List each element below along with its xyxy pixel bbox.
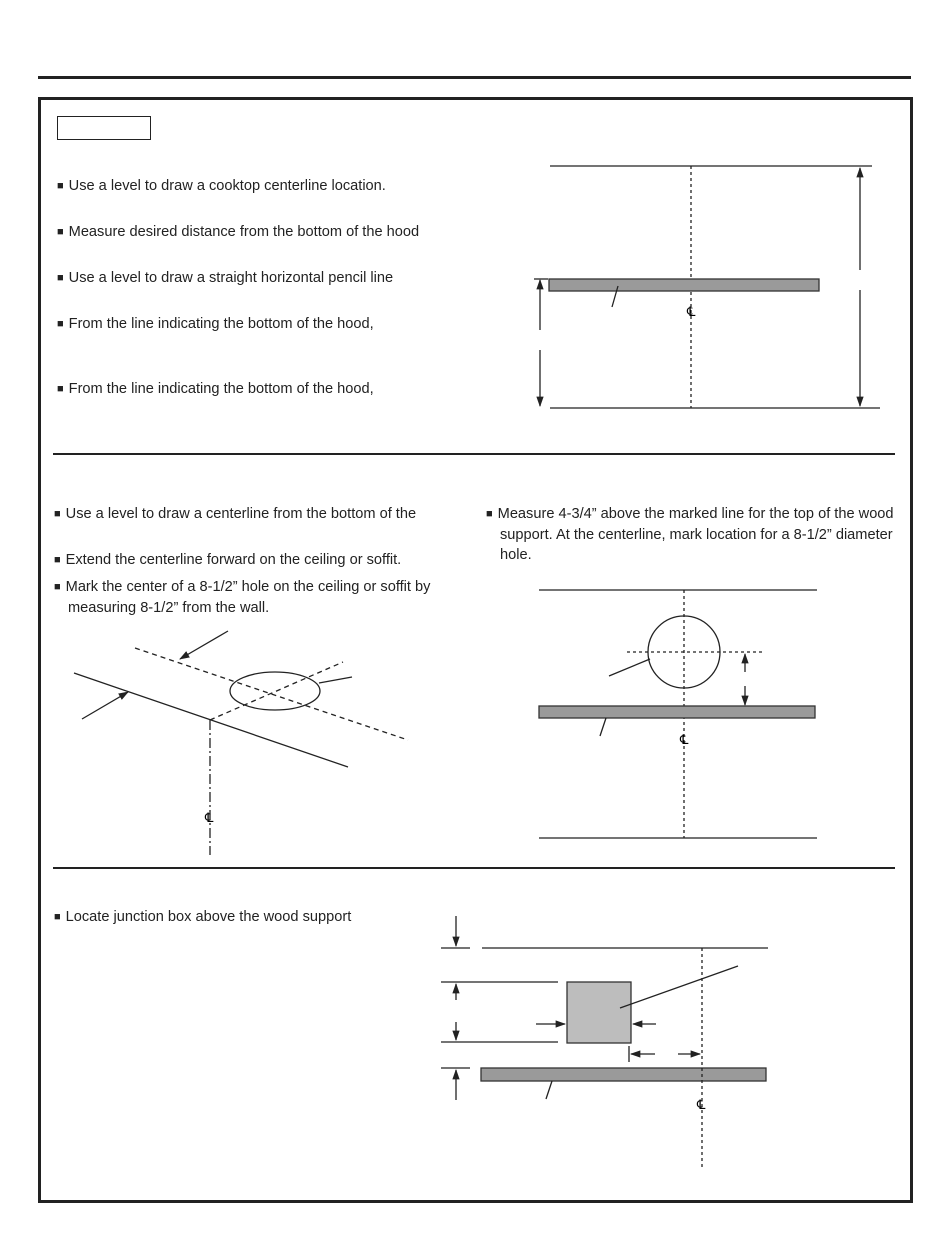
centerline-symbol: ℄ (680, 733, 689, 748)
step-bullet: ■ From the line indicating the bottom of the hood, (57, 316, 374, 332)
bullet-icon: ■ (57, 226, 64, 238)
ceiling-hole-perspective-diagram (74, 631, 408, 855)
step-bullet: ■ Locate junction box above the wood support (54, 909, 352, 925)
step-bullet: ■ Use a level to draw a straight horizontal pencil line (57, 270, 394, 286)
centerline-symbol: ℄ (687, 305, 696, 320)
junction-box-diagram (441, 916, 768, 1170)
hole-location-diagram (539, 590, 817, 838)
bullet-icon: ■ (54, 911, 61, 923)
bullet-icon: ■ (54, 508, 61, 520)
step-bullet: ■ Mark the center of a 8-1/2” hole on the ceiling or soffit by measuring 8-1/2” from the wall. (54, 579, 431, 616)
step-bullet: ■ Measure desired distance from the bottom of the hood (57, 224, 420, 240)
centerline-symbol: ℄ (205, 811, 214, 826)
bullet-icon: ■ (57, 383, 64, 395)
hood-height-diagram (534, 166, 880, 408)
step-bullet: ■ Extend the centerline forward on the ceiling or soffit. (54, 552, 402, 568)
step-bullet: ■ Measure 4-3/4” above the marked line for the top of the wood support. At the centerline, mark location for a 8-1/2” diameter hole. (486, 506, 894, 563)
centerline-symbol: ℄ (697, 1098, 706, 1113)
bullet-icon: ■ (57, 318, 64, 330)
step-bullet: ■ Use a level to draw a centerline from the bottom of the (54, 506, 417, 522)
bullet-icon: ■ (54, 554, 61, 566)
step-bullet: ■ Use a level to draw a cooktop centerline location. (57, 178, 386, 194)
bullet-icon: ■ (54, 581, 61, 593)
bullet-icon: ■ (57, 272, 64, 284)
bullet-icon: ■ (57, 180, 64, 192)
step-bullet: ■ From the line indicating the bottom of the hood, (57, 381, 374, 397)
bullet-icon: ■ (486, 508, 493, 520)
